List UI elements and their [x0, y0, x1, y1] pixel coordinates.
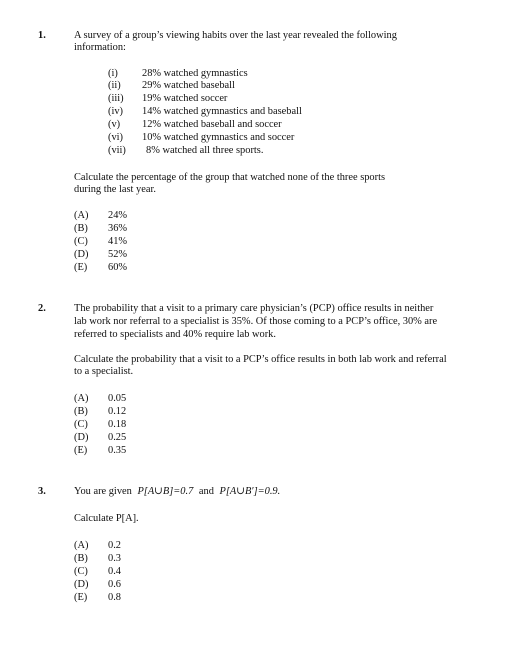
question-2-stem-line-2: lab work nor referral to a specialist is 35%. Of those coming to a PCP’s office, 30% are	[74, 316, 438, 327]
option-letter: (D)	[74, 579, 89, 590]
option-value: 0.2	[108, 540, 121, 551]
question-1-number: 1.	[38, 30, 46, 41]
option-value: 0.6	[108, 579, 121, 590]
option-letter: (C)	[74, 236, 88, 247]
option-value: 0.8	[108, 592, 121, 603]
option-value: 0.35	[108, 445, 127, 456]
option-value: 0.18	[108, 419, 127, 430]
option-value: 60%	[108, 262, 128, 273]
question-1-stem-line-2: information:	[74, 42, 126, 53]
question-1-stem-line-1: A survey of a group’s viewing habits over the last year revealed the following	[74, 30, 397, 41]
option-letter: (D)	[74, 432, 89, 443]
option-value: 0.25	[108, 432, 127, 443]
item-number: (i)	[108, 68, 118, 79]
option-letter: (E)	[74, 592, 88, 603]
given-and: and	[198, 486, 214, 497]
question-2-prompt-line-2: to a specialist.	[74, 366, 134, 377]
question-1-prompt-line-2: during the last year.	[74, 184, 156, 195]
given-prefix: You are given	[74, 486, 132, 497]
option-letter: (A)	[74, 393, 89, 404]
option-value: 0.12	[108, 406, 127, 417]
option-value: 52%	[108, 249, 128, 260]
item-number: (v)	[108, 119, 121, 130]
item-text: 14% watched gymnastics and baseball	[142, 106, 302, 117]
question-3-prompt: Calculate P[A].	[74, 513, 139, 524]
given-expression-2: P[A∪B′]=0.9.	[219, 486, 281, 497]
option-letter: (A)	[74, 540, 89, 551]
option-value: 36%	[108, 223, 128, 234]
question-3-number: 3.	[38, 486, 46, 497]
option-letter: (C)	[74, 566, 88, 577]
item-number: (iv)	[108, 106, 124, 117]
item-number: (iii)	[108, 93, 124, 104]
option-value: 0.3	[108, 553, 121, 564]
item-text: 19% watched soccer	[142, 93, 228, 104]
question-1-prompt-line-1: Calculate the percentage of the group that watched none of the three sports	[74, 172, 386, 183]
question-2-prompt-line-1: Calculate the probability that a visit to a PCP’s office results in both lab work and referral	[74, 354, 447, 365]
question-2-stem-line-3: referred to specialists and 40% require lab work.	[74, 329, 276, 340]
option-letter: (B)	[74, 553, 88, 564]
option-value: 0.05	[108, 393, 127, 404]
item-number: (vi)	[108, 132, 124, 143]
option-letter: (E)	[74, 445, 88, 456]
item-text: 28% watched gymnastics	[142, 68, 248, 79]
item-text: 12% watched baseball and soccer	[142, 119, 282, 130]
option-letter: (B)	[74, 406, 88, 417]
option-value: 24%	[108, 210, 128, 221]
item-text: 8% watched all three sports.	[146, 145, 264, 156]
question-2-stem-line-1: The probability that a visit to a primary care physician’s (PCP) office results in neither	[74, 303, 434, 314]
option-letter: (D)	[74, 249, 89, 260]
item-number: (vii)	[108, 145, 126, 156]
given-expression-1: P[A∪B]=0.7	[137, 486, 194, 497]
item-text: 29% watched baseball	[142, 80, 235, 91]
item-number: (ii)	[108, 80, 121, 91]
question-2-number: 2.	[38, 303, 46, 314]
option-value: 41%	[108, 236, 128, 247]
option-letter: (E)	[74, 262, 88, 273]
option-value: 0.4	[108, 566, 121, 577]
option-letter: (A)	[74, 210, 89, 221]
option-letter: (C)	[74, 419, 88, 430]
question-3-given	[74, 486, 280, 498]
option-letter: (B)	[74, 223, 88, 234]
item-text: 10% watched gymnastics and soccer	[142, 132, 295, 143]
